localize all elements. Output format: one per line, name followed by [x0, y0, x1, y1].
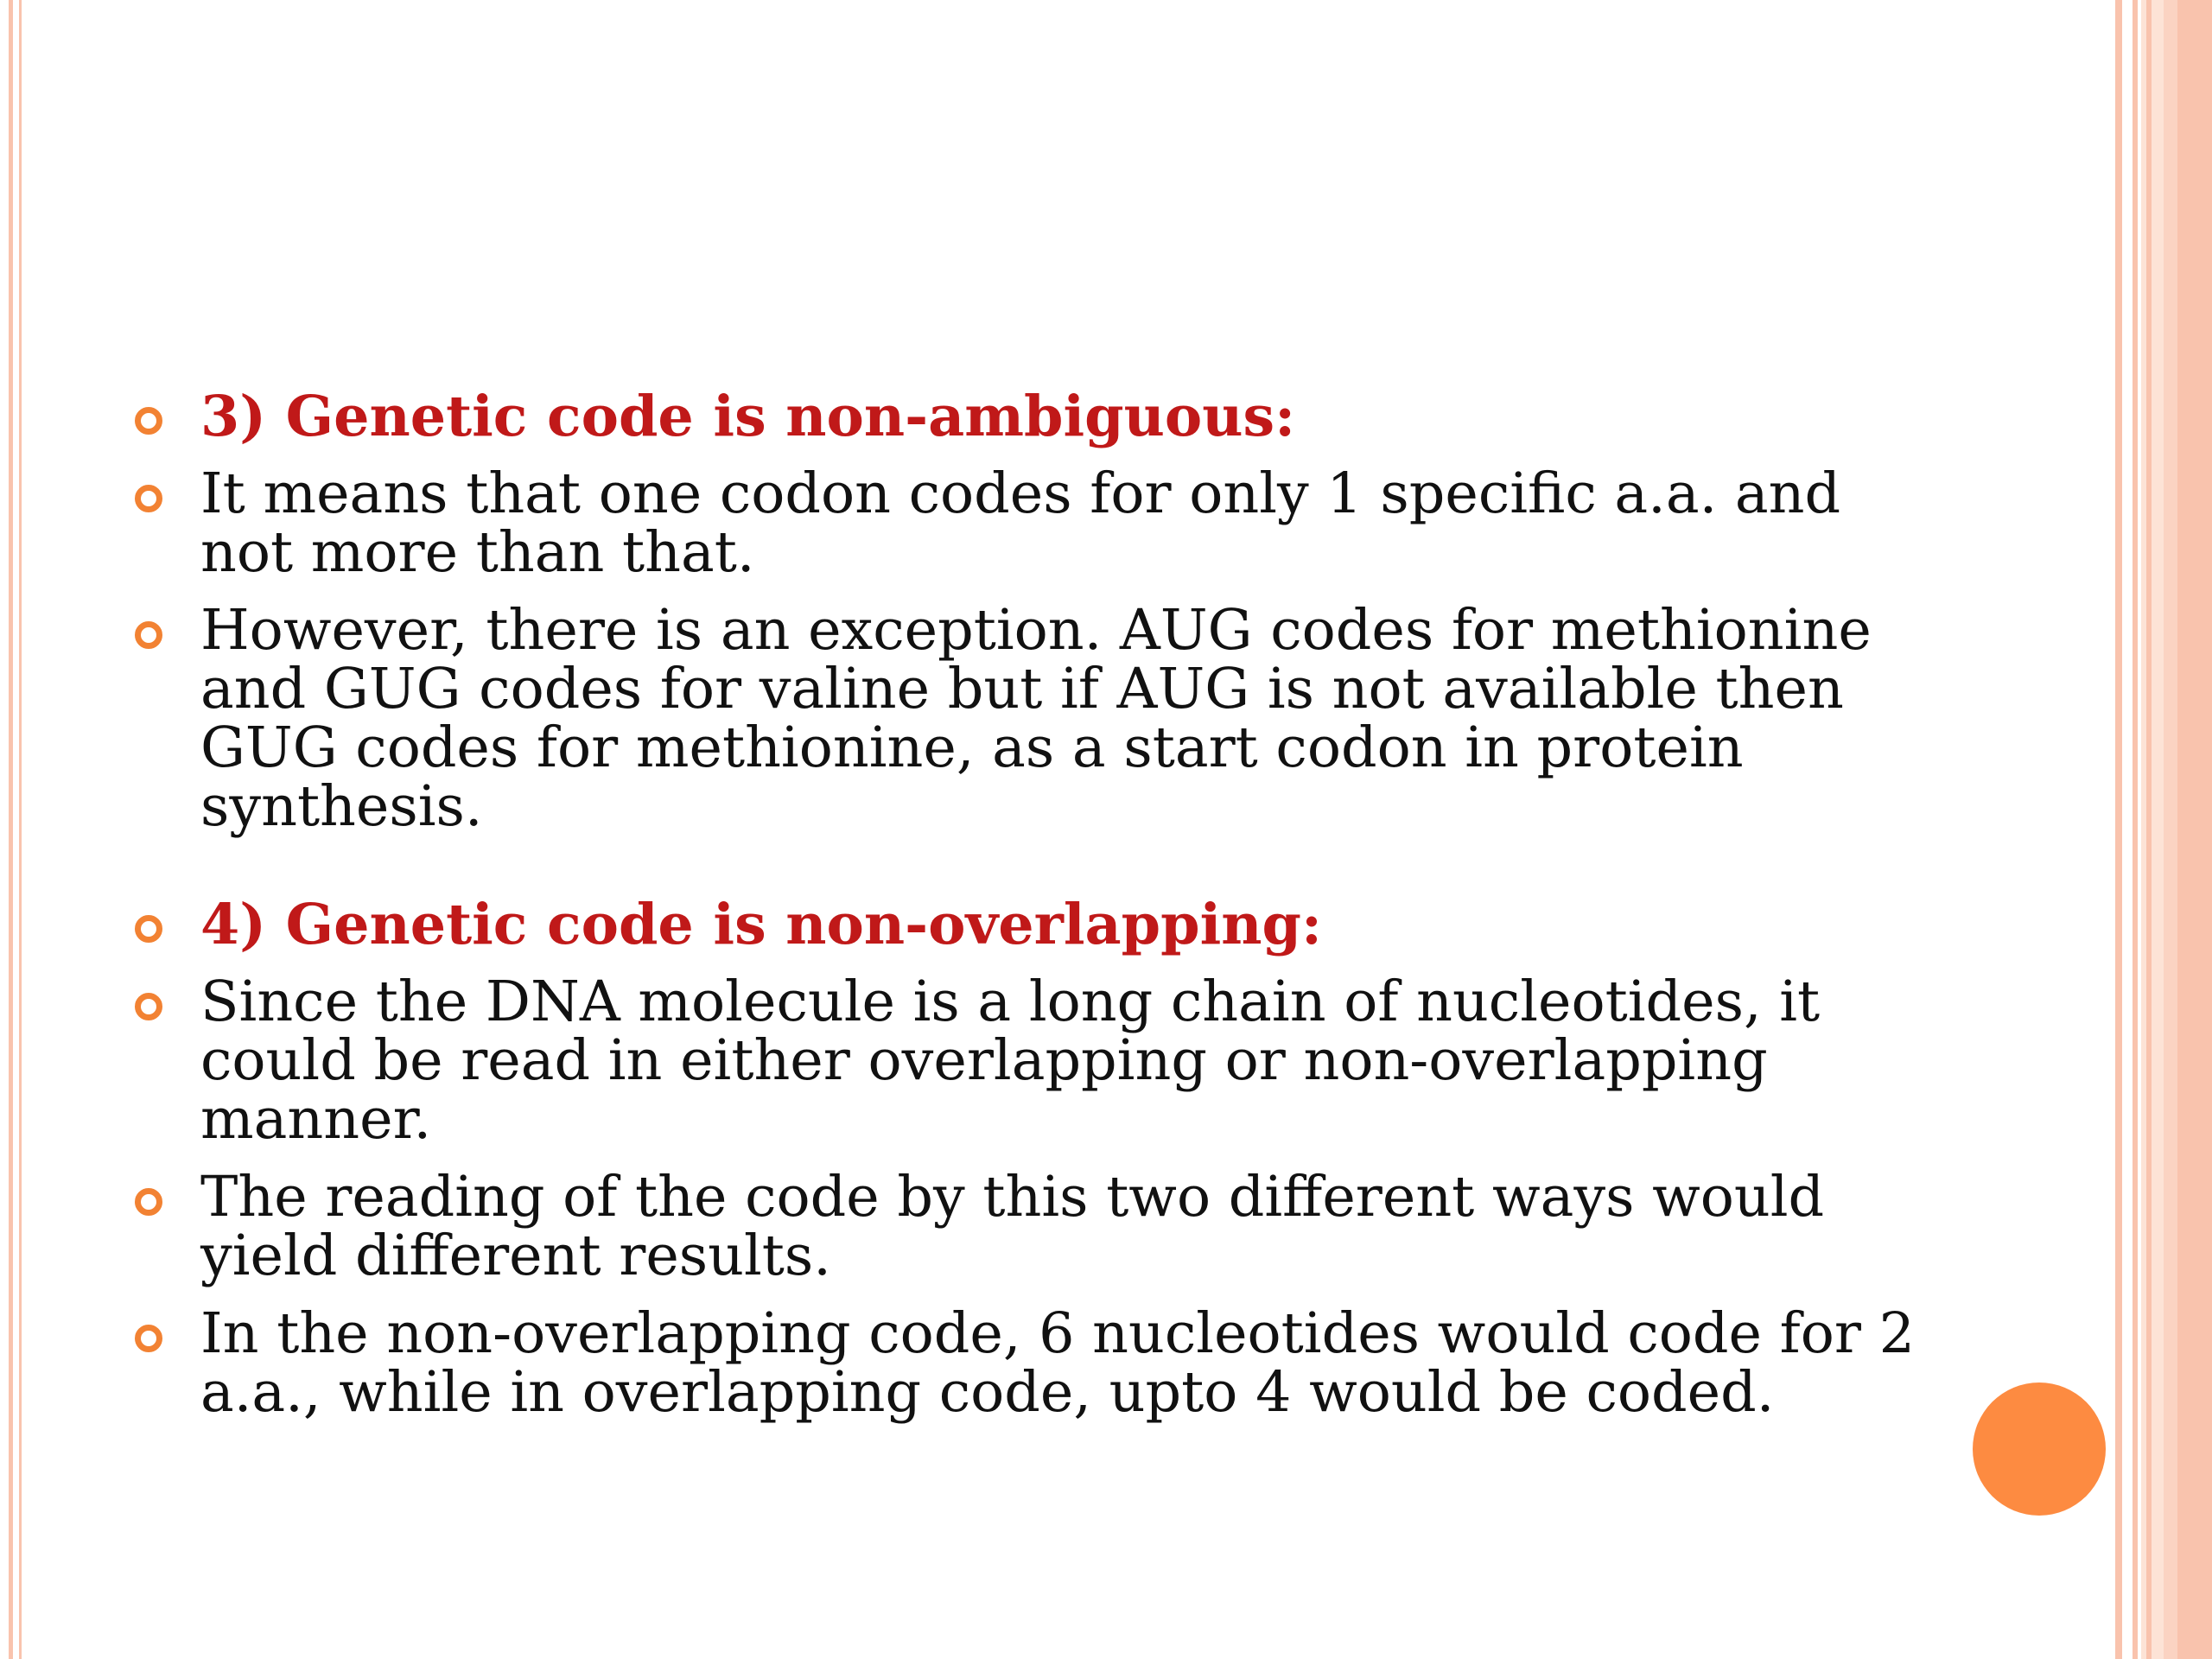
- right-border-stripe: [2115, 0, 2122, 1659]
- bullet-text: 4) Genetic code is non-overlapping:: [200, 892, 1322, 957]
- bullet-text: However, there is an exception. AUG codes for methionine and GUG codes for valine but if AUG is not available then GUG codes for methionine, as a start codon in protein synthesis.: [200, 598, 1872, 839]
- bullet-item: [130, 461, 1927, 585]
- bullet-item: [130, 1165, 1927, 1288]
- bullet-item: [130, 598, 1927, 839]
- bullet-text: Since the DNA molecule is a long chain of nucleotides, it could be read in either overlapping or non-overlapping manner.: [200, 969, 1821, 1152]
- slide-content: [130, 384, 1927, 1441]
- bullet-item: [130, 1301, 1927, 1425]
- left-border-line: [9, 0, 13, 1659]
- bullet-heading-non-ambiguous: [130, 384, 1927, 449]
- ring-bullet-icon: [135, 993, 162, 1020]
- ring-bullet-icon: [135, 621, 162, 649]
- ring-bullet-icon: [135, 485, 162, 512]
- right-border-stripe: [2133, 0, 2138, 1659]
- ring-bullet-icon: [135, 1188, 162, 1216]
- right-border-stripe: [2152, 0, 2164, 1659]
- left-border-line-inner: [19, 0, 22, 1659]
- bullet-text: The reading of the code by this two different ways would yield different results.: [200, 1165, 1825, 1288]
- bullet-item: [130, 969, 1927, 1152]
- ring-bullet-icon: [135, 407, 162, 435]
- ring-bullet-icon: [135, 1325, 162, 1352]
- right-border-stripe: [2177, 0, 2212, 1659]
- bullet-text: In the non-overlapping code, 6 nucleotides would code for 2 a.a., while in overlapping code, upto 4 would be coded.: [200, 1301, 1915, 1425]
- bullet-text: It means that one codon codes for only 1 specific a.a. and not more than that.: [200, 461, 1841, 585]
- bullet-text: 3) Genetic code is non-ambiguous:: [200, 384, 1296, 449]
- ring-bullet-icon: [135, 915, 162, 943]
- decorative-orange-circle: [1973, 1382, 2106, 1516]
- right-border-stripe: [2164, 0, 2177, 1659]
- bullet-heading-non-overlapping: [130, 892, 1927, 957]
